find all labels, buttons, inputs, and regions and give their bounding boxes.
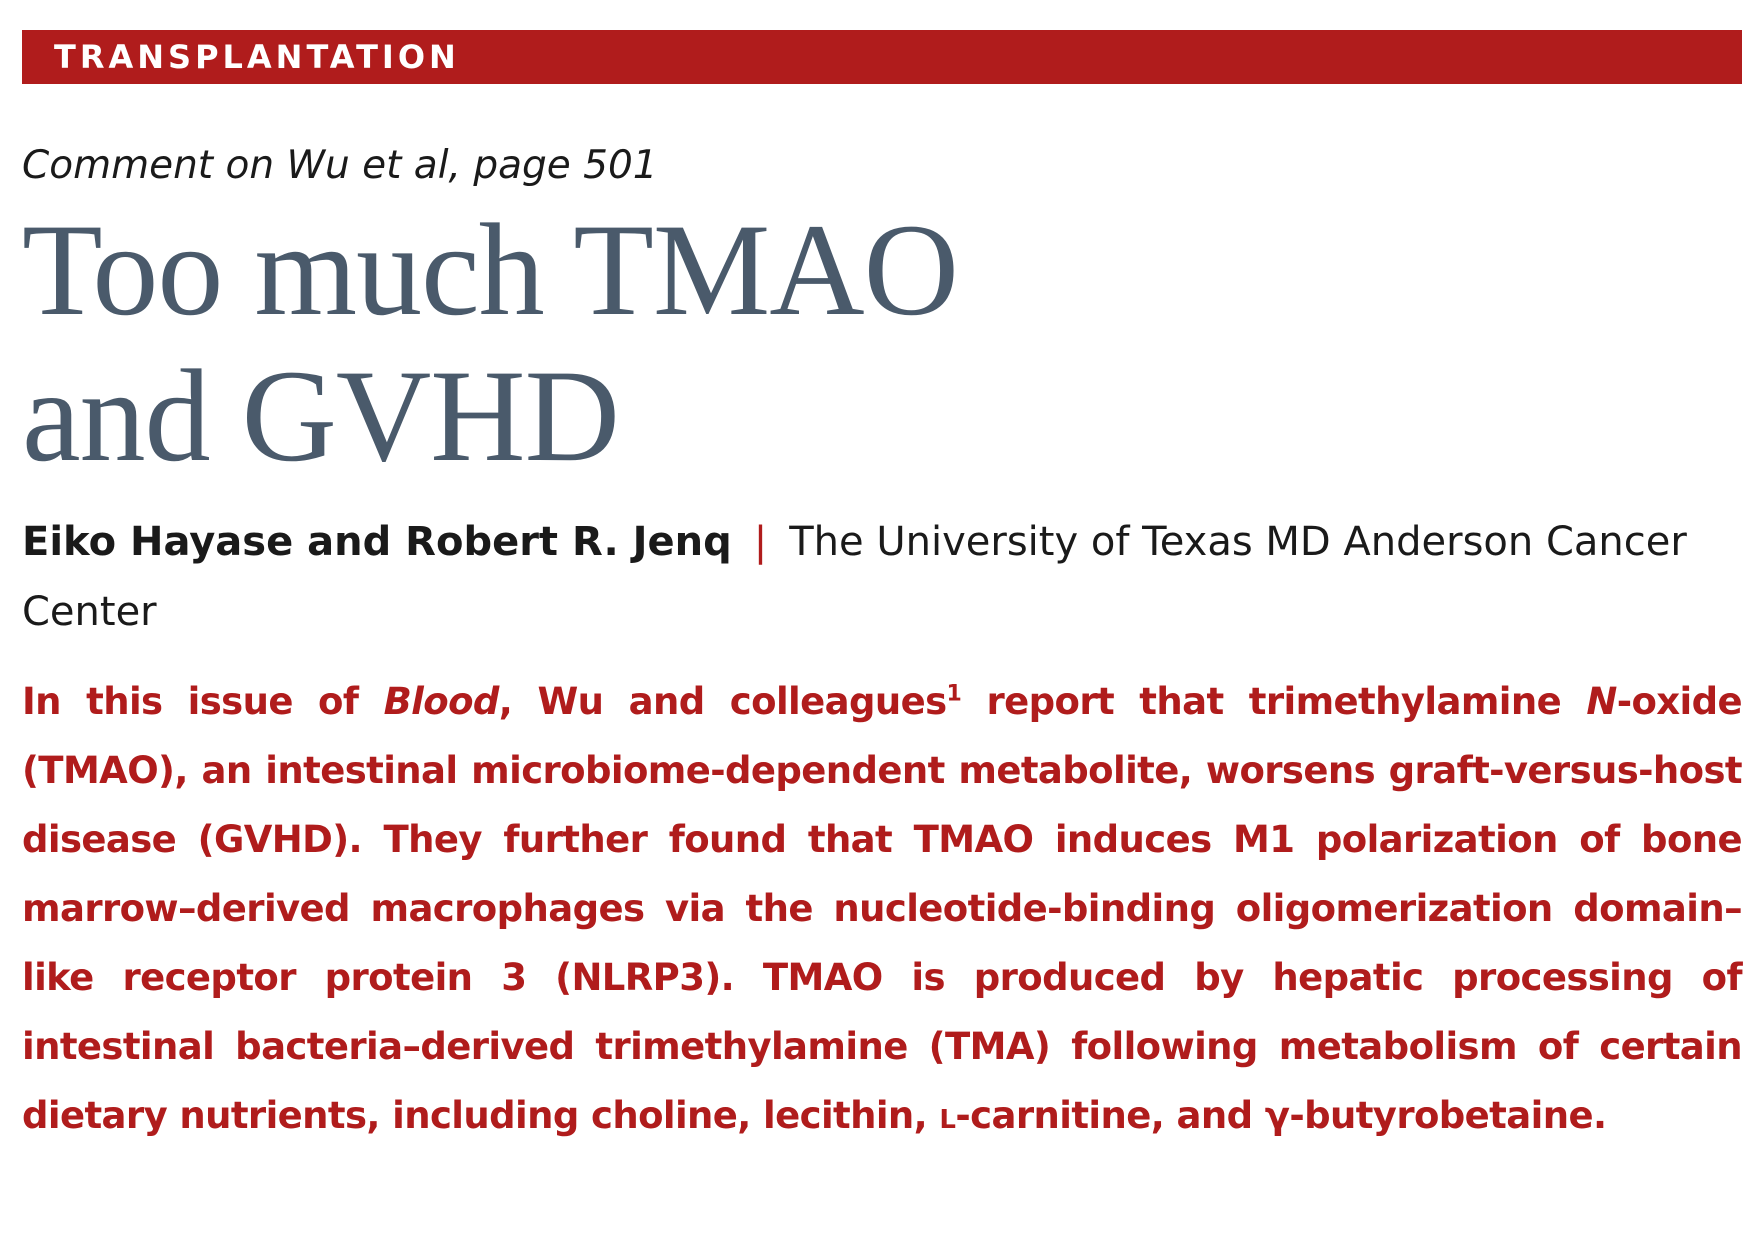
article-title-line-1: Too much TMAO <box>22 196 958 343</box>
journal-name: Blood <box>383 680 499 723</box>
byline <box>22 507 1742 647</box>
author-names: Eiko Hayase and Robert R. Jenq <box>22 519 732 565</box>
reference-superscript[interactable]: 1 <box>946 681 962 707</box>
author-affiliation: The University of Texas MD Anderson Cancer Center <box>22 519 1687 635</box>
l-prefix: L <box>939 1105 956 1135</box>
abstract-text-1: In this issue of <box>22 680 384 723</box>
byline-separator: | <box>753 519 768 565</box>
comment-reference: Comment on Wu et al, page 501 <box>22 143 658 188</box>
abstract-text-5: -carnitine, and γ-butyrobetaine. <box>955 1094 1607 1137</box>
abstract-text-2: , Wu and colleagues <box>498 680 947 723</box>
article-title-line-2: and GVHD <box>22 342 619 489</box>
section-label: TRANSPLANTATION <box>54 38 460 76</box>
article-page <box>22 30 1742 1155</box>
abstract-text-4: -oxide (TMAO), an intestinal microbiome-dependent metabolite, worsens graft-versus-host disease (GVHD). They further found that TMAO induces M1 polarization of bone marrow–derived macrophages via the nucleotide-binding oligomerization domain–like receptor protein 3 (NLRP3). TMAO is produced by hepatic processing of intestinal bacteria–derived trimethylamine (TMA) following metabolism of certain dietary nutrients, including choline, lecithin, <box>22 680 1742 1137</box>
italic-n: N <box>1586 680 1617 723</box>
section-banner <box>22 30 1742 84</box>
abstract-paragraph <box>22 667 1742 1155</box>
article-title <box>22 197 1742 489</box>
abstract-text-3: report that trimethylamine <box>961 680 1587 723</box>
